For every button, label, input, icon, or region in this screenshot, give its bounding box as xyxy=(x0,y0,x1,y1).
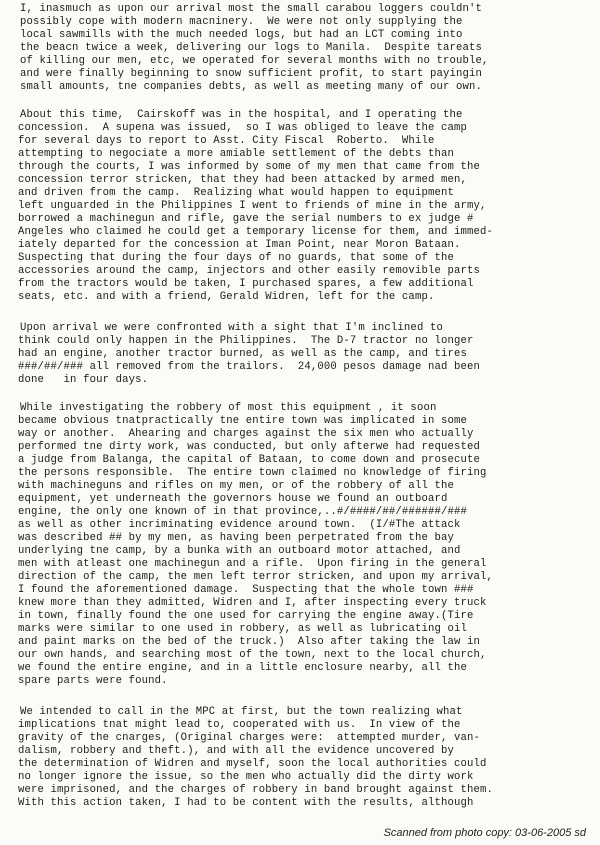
text-line: I found the aforementioned damage. Suspecting that the whole town ### xyxy=(18,584,474,596)
scan-footer-note: Scanned from photo copy: 03-06-2005 sd xyxy=(383,827,586,839)
text-line: While investigating the robbery of most this equipment , it soon xyxy=(20,402,437,414)
text-line: and were finally beginning to snow sufficient profit, to start payingin xyxy=(20,68,483,80)
text-line: became obvious tnatpractically tne entire town was implicated in some xyxy=(18,415,468,427)
text-line: left unguarded in the Philippines I went to friends of mine in the army, xyxy=(18,200,487,212)
text-line: small amounts, tne companies debts, as well as meeting many of our own. xyxy=(20,81,483,93)
text-line: engine, the only one known of in that province,..#/####/##/######/### xyxy=(18,506,468,518)
text-line: from the tractors would be taken, I purchased spares, a few additional xyxy=(18,278,474,290)
text-line: the beacn twice a week, delivering our logs to Manila. Despite tareats xyxy=(20,42,483,54)
text-line: Angeles who claimed he could get a temporary license for them, and immed- xyxy=(18,226,494,238)
text-line: marks were similar to one used in robbery, as well as lubricating oil xyxy=(18,623,468,635)
text-line: think could only happen in the Philippines. The D-7 tractor no longer xyxy=(18,335,474,347)
text-line: underlying tne camp, by a bunka with an outboard motor attached, and xyxy=(18,545,461,557)
text-line: knew more than they admitted, Widren and I, after inspecting every truck xyxy=(18,597,487,609)
text-line: seats, etc. and with a friend, Gerald Widren, left for the camp. xyxy=(18,291,435,303)
text-line: we found the entire engine, and in a little enclosure nearby, all the xyxy=(18,662,468,674)
text-line: the determination of Widren and myself, soon the local authorities could xyxy=(18,758,487,770)
text-line: our own hands, and searching most of the town, next to the local church, xyxy=(18,649,487,661)
text-line: and paint marks on the bed of the truck.) Also after taking the law in xyxy=(18,636,481,648)
text-line: had an engine, another tractor burned, as well as the camp, and tires xyxy=(18,348,468,360)
text-line: About this time, Cairskoff was in the hospital, and I operating the xyxy=(20,109,463,121)
text-line: no longer ignore the issue, so the men who actually did the dirty work xyxy=(18,771,474,783)
text-line: I, inasmuch as upon our arrival most the small carabou loggers couldn't xyxy=(20,3,483,15)
text-line: and driven from the camp. Realizing what would happen to equipment xyxy=(18,187,454,199)
text-line: through the courts, I was informed by some of my men that came from the xyxy=(18,161,481,173)
text-line: Suspecting that during the four days of no guards, that some of the xyxy=(18,252,454,264)
text-line: attempting to negociate a more amiable settlement of the debts than xyxy=(18,148,454,160)
text-line: We intended to call in the MPC at first, but the town realizing what xyxy=(20,706,463,718)
text-line: ###/##/### all removed from the trailors. 24,000 pesos damage nad been xyxy=(18,361,481,373)
text-line: concession terror stricken, that they had been attacked by armed men, xyxy=(18,174,468,186)
text-line: local sawmills with the much needed logs, but had an LCT coming into xyxy=(20,29,463,41)
text-line: the persons responsible. The entire town claimed no knowledge of firing xyxy=(18,467,487,479)
text-line: of killing our men, etc, we operated for several months with no trouble, xyxy=(20,55,489,67)
text-line: men with atleast one machinegun and a rifle. Upon firing in the general xyxy=(18,558,487,570)
text-line: was described ## by my men, as having been perpetrated from the bay xyxy=(18,532,454,544)
text-line: With this action taken, I had to be content with the results, although xyxy=(18,797,474,809)
text-line: iately departed for the concession at Iman Point, near Moron Bataan. xyxy=(18,239,461,251)
text-line: with machineguns and rifles on my men, or of the robbery of all the xyxy=(18,480,454,492)
text-line: implications tnat might lead to, cooperated with us. In view of the xyxy=(18,719,461,731)
text-line: for several days to report to Asst. City Fiscal Roberto. While xyxy=(18,135,435,147)
text-line: possibly cope with modern macninery. We were not only supplying the xyxy=(20,16,463,28)
text-line: direction of the camp, the men left terror stricken, and upon my arrival, xyxy=(18,571,494,583)
text-line: accessories around the camp, injectors and other easily removible parts xyxy=(18,265,481,277)
text-line: way or another. Ahearing and charges against the six men who actually xyxy=(18,428,474,440)
text-line: a judge from Balanga, the capital of Bataan, to come down and prosecute xyxy=(18,454,481,466)
text-line: as well as other incriminating evidence around town. (I/#The attack xyxy=(18,519,461,531)
text-line: spare parts were found. xyxy=(18,675,168,687)
text-line: gravity of the cnarges, (Original charges were: attempted murder, van- xyxy=(18,732,481,744)
text-line: concession. A supena was issued, so I was obliged to leave the camp xyxy=(18,122,468,134)
text-line: borrowed a machinegun and rifle, gave the serial numbers to ex judge # xyxy=(18,213,474,225)
text-line: done in four days. xyxy=(18,374,149,386)
text-line: dalism, robbery and theft.), and with all the evidence uncovered by xyxy=(18,745,454,757)
text-line: Upon arrival we were confronted with a sight that I'm inclined to xyxy=(20,322,443,334)
text-line: in town, finally found the one used for carrying the engine away.(Tire xyxy=(18,610,474,622)
text-line: performed tne dirty work, was conducted, but only afterwe had requested xyxy=(18,441,481,453)
text-line: equipment, yet underneath the governors house we found an outboard xyxy=(18,493,448,505)
text-line: were imprisoned, and the charges of robbery in band brought against them. xyxy=(18,784,494,796)
